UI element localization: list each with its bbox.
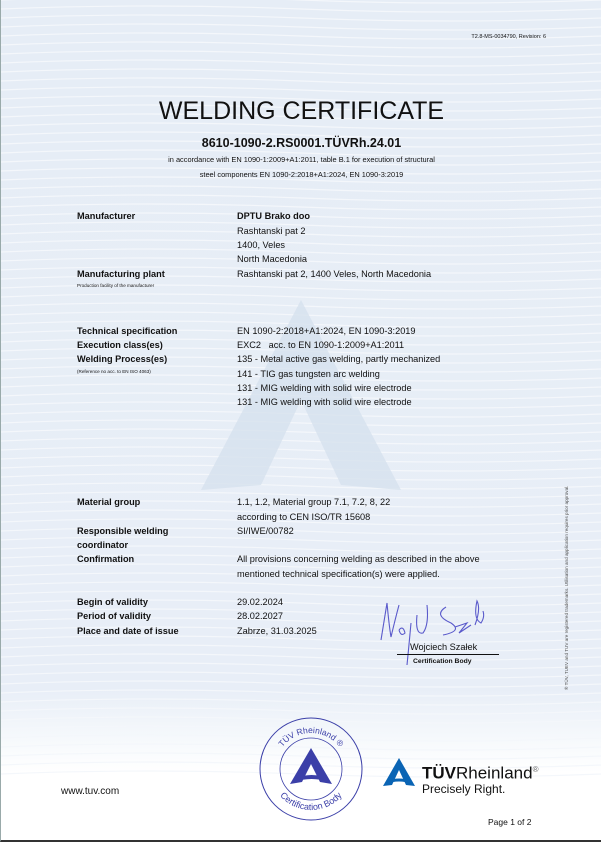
wave-line <box>1 474 601 480</box>
begin-validity-label: Begin of validity <box>77 597 148 607</box>
stamp-bottom-text: Certification Body <box>278 790 344 813</box>
technical-spec-value: EN 1090-2:2018+A1:2024, EN 1090-3:2019 <box>237 326 416 336</box>
wave-line <box>1 0 601 3</box>
signatory-name: Wojciech Szałek <box>410 642 478 652</box>
wave-line <box>1 186 601 192</box>
welding-process-3: 131 - MIG welding with solid wire electrode <box>237 383 412 393</box>
material-group-value-2: according to CEN ISO/TR 15608 <box>237 512 371 522</box>
intro-line-2: steel components EN 1090-2:2018+A1:2024, EN 1090-3:2019 <box>199 170 404 179</box>
wave-line <box>1 294 601 300</box>
svg-text:Certification Body <box>278 790 344 812</box>
svg-text:TÜV Rheinland ® <box>276 725 346 749</box>
period-validity-value: 28.02.2027 <box>237 611 283 621</box>
website-link[interactable]: www.tuv.com <box>61 786 120 797</box>
wave-line <box>1 411 601 417</box>
plant-value: Rashtanski pat 2, 1400 Veles, North Macedonia <box>237 269 432 279</box>
coordinator-label-1: Responsible welding <box>77 526 169 536</box>
issue-value: Zabrze, 31.03.2025 <box>237 626 317 636</box>
wave-line <box>1 87 601 93</box>
welding-process-sublabel: (Reference no acc. to EN ISO 4063) <box>77 369 151 374</box>
tuv-triangle-icon <box>290 748 332 784</box>
brand-registered: ® <box>532 765 539 774</box>
brand-name-regular: Rheinland <box>456 763 533 783</box>
wave-line <box>1 438 601 444</box>
brand-tagline: Precisely Right. <box>422 782 506 796</box>
wave-line <box>1 69 601 75</box>
wave-line <box>1 708 601 714</box>
wave-line <box>1 465 601 471</box>
wave-line <box>1 582 601 588</box>
issue-label: Place and date of issue <box>77 626 179 636</box>
execution-class-value: EXC2 acc. to EN 1090-1:2009+A1:2011 <box>237 340 405 350</box>
welding-process-4: 131 - MIG welding with solid wire electrode <box>237 397 412 407</box>
document-reference: T2.8-MS-0034790, Revision: 6 <box>471 34 546 40</box>
stamp-top-text: TÜV Rheinland ® <box>276 724 346 749</box>
begin-validity-value: 29.02.2024 <box>237 597 283 607</box>
page-indicator: Page 1 of 2 <box>488 817 532 827</box>
wave-line <box>1 672 601 678</box>
manufacturer-address-1: Rashtanski pat 2 <box>237 226 306 236</box>
execution-class-label: Execution class(es) <box>77 340 163 350</box>
technical-spec-label: Technical specification <box>77 326 178 336</box>
plant-sublabel: Production facility of the manufacturer <box>77 283 155 288</box>
welding-process-2: 141 - TIG gas tungsten arc welding <box>237 369 380 379</box>
signature-line <box>397 654 499 655</box>
wave-line <box>1 681 601 687</box>
confirmation-value-1: All provisions concerning welding as described in the above <box>237 554 480 564</box>
welding-process-1: 135 - Metal active gas welding, partly mechanized <box>237 354 441 364</box>
wave-line <box>1 483 601 489</box>
wave-line <box>1 645 601 651</box>
manufacturer-address-2: 1400, Veles <box>237 240 286 250</box>
wave-line <box>1 24 601 30</box>
wave-line <box>1 654 601 660</box>
coordinator-label-2: coordinator <box>77 540 129 550</box>
wave-line <box>1 429 601 435</box>
coordinator-value: SI/IWE/00782 <box>237 526 294 536</box>
wave-line <box>1 51 601 57</box>
manufacturer-address-3: North Macedonia <box>237 254 307 264</box>
wave-line <box>1 699 601 705</box>
confirmation-value-2: mentioned technical specification(s) were applied. <box>237 569 440 579</box>
wave-line <box>1 78 601 84</box>
wave-line <box>1 420 601 426</box>
wave-line <box>1 60 601 66</box>
period-validity-label: Period of validity <box>77 611 152 621</box>
wave-line <box>1 447 601 453</box>
wave-line <box>1 195 601 201</box>
wave-line <box>1 15 601 21</box>
brand-name-bold: TÜV <box>422 763 456 783</box>
tuv-logo-icon <box>381 756 417 788</box>
plant-label: Manufacturing plant <box>77 269 165 279</box>
wave-line <box>1 690 601 696</box>
welding-process-label: Welding Process(es) <box>77 354 168 364</box>
wave-line <box>1 6 601 12</box>
wave-line <box>1 240 601 246</box>
material-group-label: Material group <box>77 497 141 507</box>
manufacturer-name: DPTU Brako doo <box>237 211 310 221</box>
confirmation-label: Confirmation <box>77 554 135 564</box>
signatory-role: Certification Body <box>413 658 472 665</box>
wave-line <box>1 456 601 462</box>
certificate-number: 8610-1090-2.RS0001.TÜVRh.24.01 <box>201 136 402 150</box>
trademark-note: ® TÜV, TUEV and TUV are registered trademarks. Utilisation and application requires prior approval. <box>564 485 569 690</box>
certification-stamp <box>258 716 364 822</box>
page-title: WELDING CERTIFICATE <box>158 97 445 125</box>
material-group-value-1: 1.1, 1.2, Material group 7.1, 7.2, 8, 22 <box>237 497 391 507</box>
wave-line <box>1 663 601 669</box>
intro-line-1: in accordance with EN 1090-1:2009+A1:2011, table B.1 for execution of structural <box>168 155 435 164</box>
manufacturer-label: Manufacturer <box>77 211 136 221</box>
brand-name <box>422 760 538 784</box>
